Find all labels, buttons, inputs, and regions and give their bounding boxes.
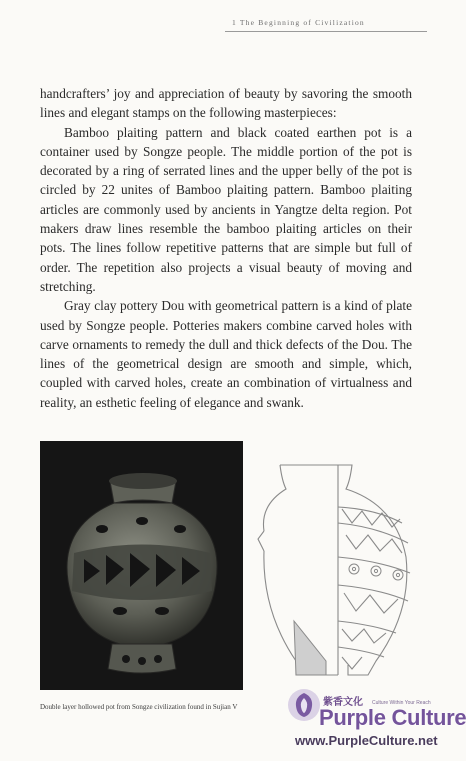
pot-drawing-image [256,461,426,693]
running-head: 1 The Beginning of Civilization [232,18,365,27]
paragraph-2: Bamboo plaiting pattern and black coated earthen pot is a container used by Songze people. The middle portion of the pot is decorated by a ring of serrated lines and the upper belly of the pot is circled by 22 unites of Bamboo plaiting pattern. Bamboo plaiting articles are commonly used by ancients in Yangtze delta region. Pot makers draw lines resemble the bamboo plaiting articles on their pots. The lines follow repetitive patterns that are simple but full of order. The repetition also projects a visual beauty of moving and stretching. [40,124,412,294]
watermark-chinese-text: 紫香文化 [323,697,363,708]
watermark-url: www.PurpleCulture.net [295,733,438,748]
watermark-tagline: Culture Within Your Reach [372,700,431,706]
watermark-brand-name: Purple Culture [319,705,466,730]
figure-caption: Double layer hollowed pot from Songze civilization found in Sujian V [40,703,238,711]
pot-line-drawing [256,461,426,693]
pot-photograph [40,441,243,690]
pot-photo-image [40,441,243,690]
body-text [40,84,412,412]
purple-culture-logo-icon [287,688,321,722]
paragraph-1: handcrafters’ joy and appreciation of beauty by savoring the smooth lines and elegant stamps on the following masterpieces: [40,86,412,121]
paragraph-3: Gray clay pottery Dou with geometrical pattern is a kind of plate used by Songze people. Potteries makers combine carved holes with carve ornaments to remedy the dull and thick defects of the Dou. The lines of the geometrical design are smooth and simple, which, coupled with carved holes, create an combination of virtualness and reality, an esthetic feeling of elegance and swank. [40,298,412,410]
header-rule [225,31,427,32]
